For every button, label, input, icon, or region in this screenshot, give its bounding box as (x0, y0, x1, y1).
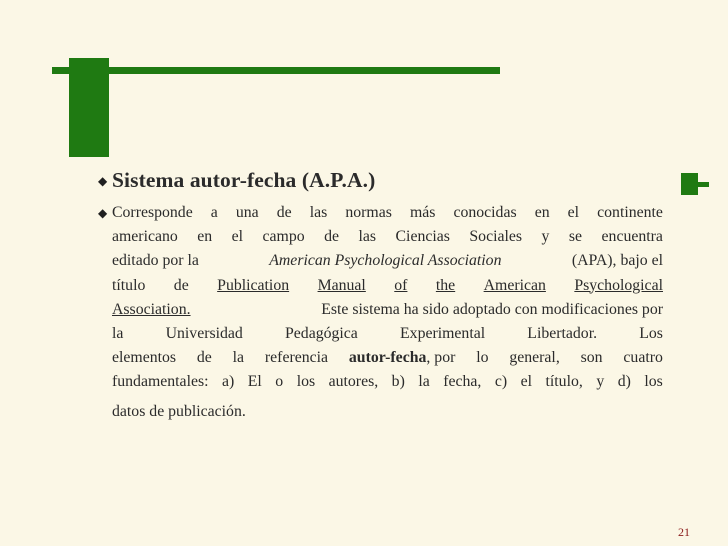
word: lo (476, 349, 489, 367)
word: el (567, 204, 580, 221)
word: de (276, 204, 292, 221)
word: normas (345, 204, 392, 221)
word: fecha, (443, 373, 482, 391)
word: el (520, 373, 533, 391)
word: la (112, 324, 124, 342)
word: c) (494, 373, 508, 391)
word: Universidad (165, 324, 243, 342)
word: Sociales (469, 228, 523, 246)
paragraph-line-2 (112, 225, 663, 249)
word: las (309, 204, 328, 221)
word: título (112, 276, 146, 294)
paragraph-line-4 (112, 274, 663, 298)
word: las (358, 228, 377, 246)
word: El (247, 373, 262, 391)
paragraph-line-3 (112, 249, 663, 273)
text-run: editado por la (112, 252, 199, 270)
decorative-vertical-block (69, 58, 109, 157)
diamond-bullet-icon: ◆ (98, 174, 108, 188)
word: el (231, 228, 244, 246)
word: americano (112, 228, 178, 246)
publication-title-word: Psychological (574, 276, 663, 294)
word: título, (545, 373, 583, 391)
paragraph-line-9 (112, 400, 663, 424)
word: d) (617, 373, 631, 391)
diamond-bullet-icon: ◆ (98, 206, 108, 220)
word: Pedagógica (285, 324, 358, 342)
paragraph-line-7 (112, 346, 663, 370)
word: de (324, 228, 340, 246)
publication-title-word: Association. (112, 300, 191, 318)
bold-term: autor-fecha (348, 349, 427, 367)
word: b) (391, 373, 405, 391)
paragraph-line-8 (112, 370, 663, 394)
word: conocidas (453, 204, 517, 221)
publication-title-word: of (394, 276, 408, 294)
word: la (418, 373, 430, 391)
organization-name-italic: American Psychological Association (269, 252, 502, 270)
body-paragraph (112, 201, 663, 424)
word: fundamentales: (112, 373, 209, 391)
word: los (644, 373, 663, 391)
word: elementos (112, 349, 177, 367)
word: son (580, 349, 603, 367)
word: y (596, 373, 605, 391)
bullet-heading-row (98, 168, 673, 193)
word: cuatro (623, 349, 663, 367)
word: general, (509, 349, 560, 367)
decorative-side-tick (698, 182, 709, 187)
text-run: (APA), bajo el (571, 252, 663, 270)
page-number: 21 (678, 525, 690, 539)
word: campo (262, 228, 305, 246)
word: más (409, 204, 436, 221)
decorative-side-square (681, 173, 698, 195)
word: Corresponde (112, 204, 193, 221)
publication-title-word: Manual (317, 276, 366, 294)
bullet-paragraph-row (98, 201, 673, 424)
word: los (296, 373, 316, 391)
slide-heading: Sistema autor-fecha (A.P.A.) (112, 168, 376, 192)
word: y (541, 228, 550, 246)
word: en (534, 204, 550, 221)
word: continente (597, 204, 663, 221)
word: Libertador. (527, 324, 598, 342)
decorative-horizontal-bar (52, 67, 500, 74)
word: autores, (328, 373, 379, 391)
word: Ciencias (395, 228, 450, 246)
word: encuentra (601, 228, 663, 246)
publication-title-word: American (483, 276, 546, 294)
text-run: datos de publicación. (112, 402, 246, 420)
publication-title-word: the (435, 276, 456, 294)
paragraph-line-1 (112, 201, 663, 225)
word: referencia (264, 349, 329, 367)
word: a) (222, 373, 235, 391)
word: la (232, 349, 245, 367)
publication-title-word: Publication (217, 276, 290, 294)
word: a (210, 204, 218, 221)
paragraph-line-5 (112, 298, 663, 322)
paragraph-line-6 (112, 322, 663, 346)
word: en (197, 228, 213, 246)
text-run: Este sistema ha sido adoptado con modificaciones por (321, 300, 663, 318)
word: una (235, 204, 259, 221)
word: de (196, 349, 212, 367)
word: se (568, 228, 583, 246)
word: Experimental (400, 324, 486, 342)
word: Los (639, 324, 663, 342)
word: de (173, 276, 189, 294)
word: , por (426, 349, 456, 367)
word: o (275, 373, 284, 391)
